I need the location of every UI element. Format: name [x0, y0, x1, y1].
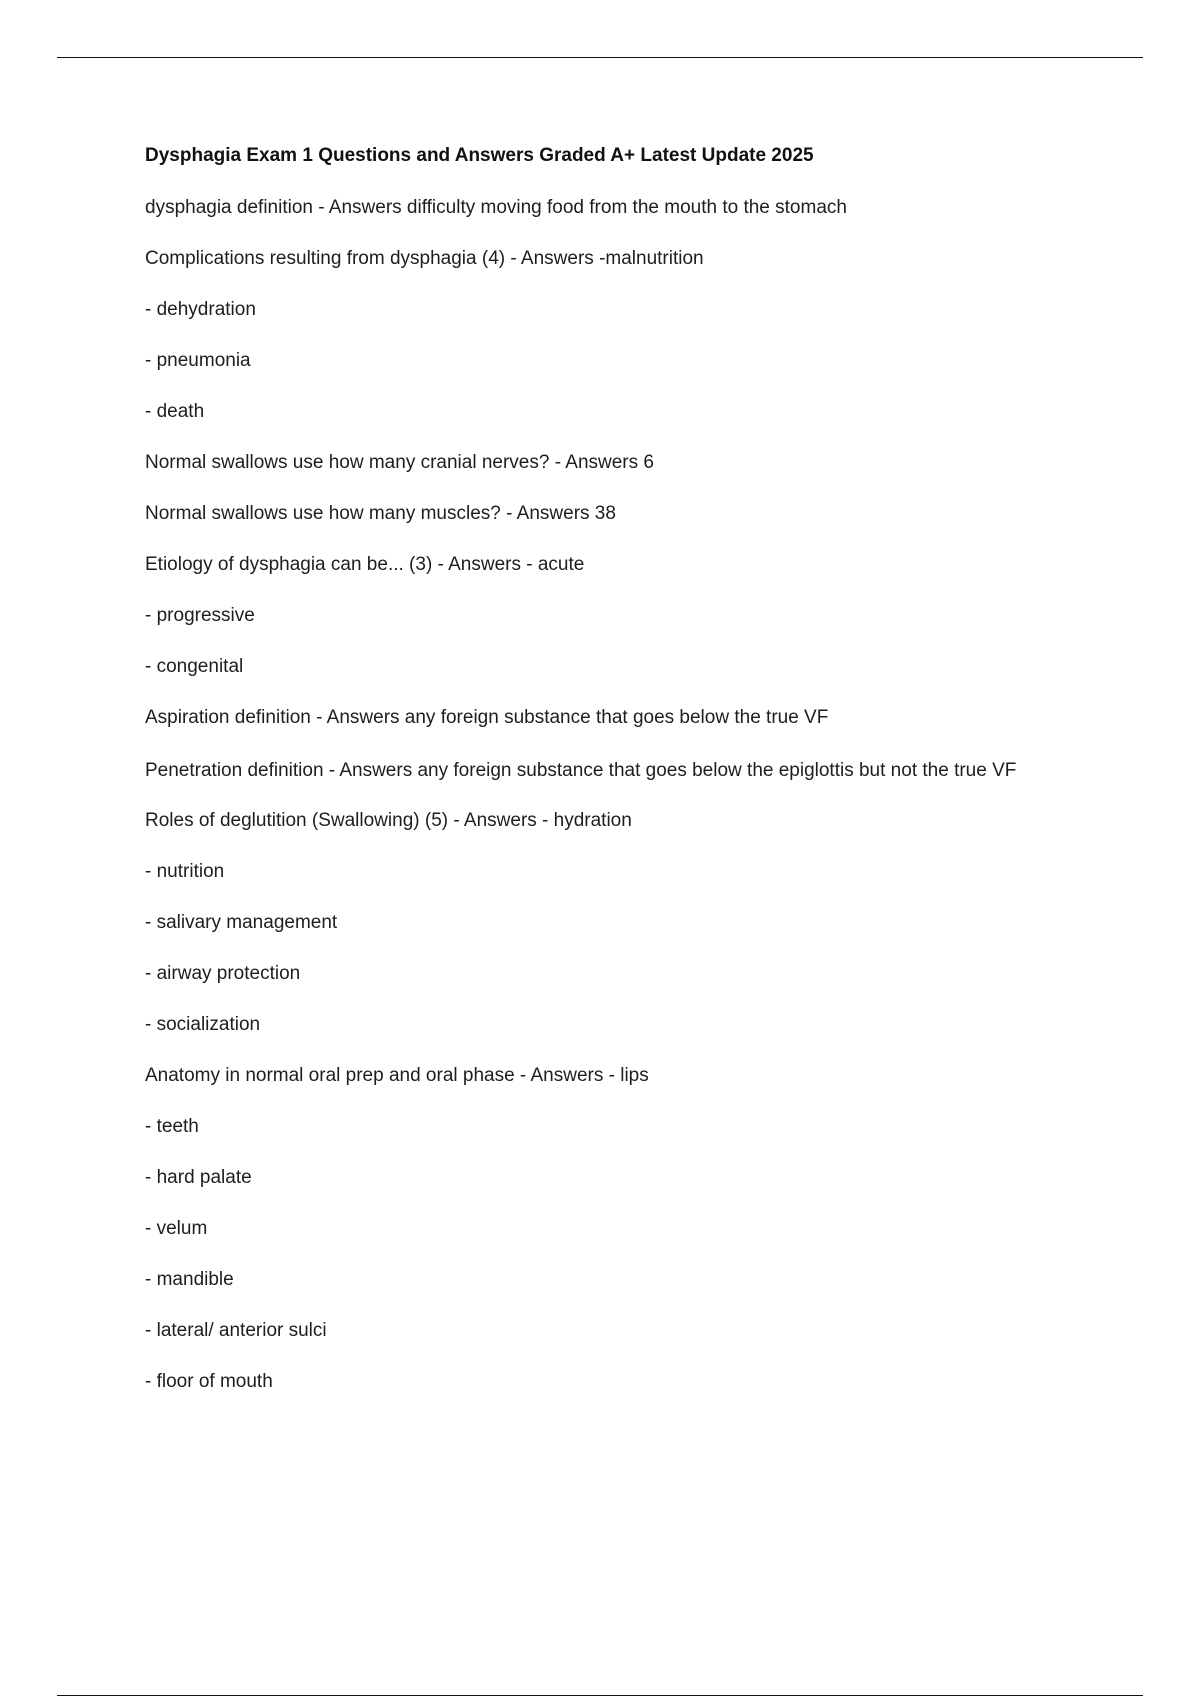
qa-line: Complications resulting from dysphagia (4) - Answers -malnutrition	[145, 248, 704, 269]
qa-line: Aspiration definition - Answers any foreign substance that goes below the true VF	[145, 707, 829, 728]
document-title: Dysphagia Exam 1 Questions and Answers Graded A+ Latest Update 2025	[145, 145, 814, 166]
answer-bullet: - nutrition	[145, 861, 225, 882]
qa-line: Anatomy in normal oral prep and oral phase - Answers - lips	[145, 1065, 649, 1086]
answer-bullet: - airway protection	[145, 963, 301, 984]
document-body	[145, 142, 1075, 1419]
footer-rule	[57, 1695, 1143, 1696]
answer-bullet: - mandible	[145, 1269, 234, 1290]
qa-line: Etiology of dysphagia can be... (3) - Answers - acute	[145, 554, 585, 575]
header-rule	[57, 57, 1143, 58]
answer-bullet: - dehydration	[145, 299, 256, 320]
qa-line: Penetration definition - Answers any foreign substance that goes below the epiglottis but not the true VF	[145, 760, 1017, 781]
answer-bullet: - hard palate	[145, 1167, 252, 1188]
answer-bullet: - congenital	[145, 656, 244, 677]
answer-bullet: - floor of mouth	[145, 1371, 273, 1392]
answer-bullet: - pneumonia	[145, 350, 251, 371]
qa-line: Roles of deglutition (Swallowing) (5) - Answers - hydration	[145, 810, 632, 831]
answer-bullet: - socialization	[145, 1014, 261, 1035]
answer-bullet: - progressive	[145, 605, 255, 626]
qa-line: Normal swallows use how many muscles? - Answers 38	[145, 503, 616, 524]
answer-bullet: - lateral/ anterior sulci	[145, 1320, 327, 1341]
answer-bullet: - salivary management	[145, 912, 338, 933]
answer-bullet: - teeth	[145, 1116, 199, 1137]
answer-bullet: - velum	[145, 1218, 208, 1239]
answer-bullet: - death	[145, 401, 205, 422]
qa-line: Normal swallows use how many cranial nerves? - Answers 6	[145, 452, 654, 473]
qa-line: dysphagia definition - Answers difficulty moving food from the mouth to the stomach	[145, 197, 847, 218]
